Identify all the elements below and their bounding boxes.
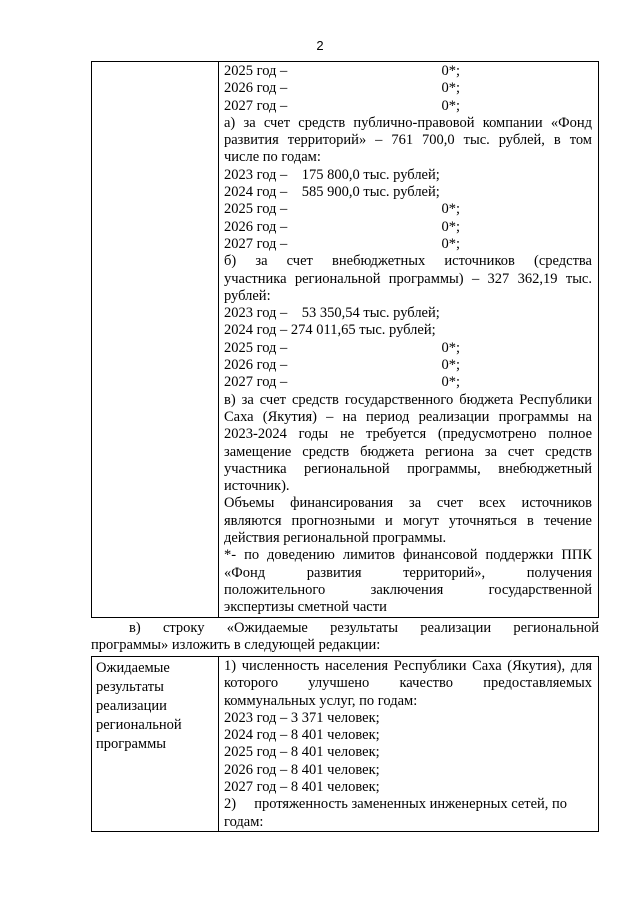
row-label-line: региональной: [96, 717, 182, 733]
paragraph-d-line: действия региональной программы.: [224, 530, 447, 547]
row-label-line: Ожидаемые: [96, 660, 170, 676]
year-line: 2025 год – 0*;: [224, 63, 460, 79]
year-people-line: 2026 год – 8 401 человек;: [224, 761, 380, 778]
paragraph-a-line: развития территорий» – 761 700,0 тыс. рублей, в том: [224, 132, 592, 149]
amendment-line: программы» изложить в следующей редакции:: [91, 637, 381, 654]
footnote-line: положительного заключения государственной: [224, 581, 592, 598]
page-number: 2: [316, 38, 324, 53]
year-amount-line: 2024 год – 585 900,0 тыс. рублей;: [224, 184, 440, 201]
paragraph-c-line: Саха (Якутия) – на период реализации программы на: [224, 408, 592, 425]
paragraph-b-line: б) за счет внебюджетных источников (средства: [224, 253, 592, 270]
paragraph-a-line: числе по годам:: [224, 149, 321, 166]
year-line: 2025 год – 0*;: [224, 339, 460, 356]
paragraph-b-line: рублей:: [224, 287, 271, 304]
year-line: 2026 год – 0*;: [224, 80, 460, 97]
funding-table-left-cell: [92, 62, 219, 617]
paragraph-d-line: являются прогнозными и могут уточняться в течение: [224, 512, 592, 529]
funding-table: [91, 61, 599, 618]
year-people-line: 2025 год – 8 401 человек;: [224, 744, 380, 761]
paragraph-c-line: замещение средств бюджета региона за счет средств: [224, 443, 592, 460]
amendment-text: [91, 620, 599, 655]
results-table: [91, 656, 599, 832]
year-line: 2027 год – 0*;: [224, 374, 460, 391]
paragraph-c-line: источник).: [224, 478, 290, 495]
row-label-line: программы: [96, 736, 166, 752]
paragraph-c-line: участника региональной программы, внебюджетный: [224, 460, 592, 477]
row-label-line: результаты: [96, 679, 164, 695]
results-table-left-cell: [92, 657, 219, 831]
year-people-line: 2024 год – 8 401 человек;: [224, 727, 380, 744]
footnote-line: экспертизы сметной части: [224, 599, 387, 616]
item2-line: годам:: [224, 813, 264, 830]
year-people-line: 2023 год – 3 371 человек;: [224, 709, 380, 726]
results-table-right-cell: [219, 657, 598, 831]
amendment-line: в) строку «Ожидаемые результаты реализации региональной: [129, 620, 599, 636]
paragraph-c-line: 2023-2024 годы не требуется (предусмотрено полное: [224, 426, 592, 443]
row-label-line: реализации: [96, 698, 167, 714]
funding-table-right-cell: [219, 62, 598, 617]
footnote-line: *- по доведению лимитов финансовой поддержки ППК: [224, 547, 592, 564]
paragraph-a-line: а) за счет средств публично-правовой компании «Фонд: [224, 114, 592, 131]
year-amount-line: 2023 год – 53 350,54 тыс. рублей;: [224, 305, 440, 322]
footnote-line: «Фонд развития территорий», получения: [224, 564, 592, 581]
paragraph-b-line: участника региональной программы) – 327 362,19 тыс.: [224, 270, 592, 287]
item1-line: 1) численность населения Республики Саха (Якутия), для: [224, 658, 592, 674]
year-amount-line: 2023 год – 175 800,0 тыс. рублей;: [224, 166, 440, 183]
item2-line: 2) протяженность замененных инженерных сетей, по: [224, 796, 568, 813]
item1-line: которого улучшено качество предоставляемых: [224, 675, 592, 692]
item1-line: коммунальных услуг, по годам:: [224, 692, 418, 709]
year-line: 2027 год – 0*;: [224, 235, 460, 252]
year-line: 2025 год – 0*;: [224, 201, 460, 218]
paragraph-d-line: Объемы финансирования за счет всех источников: [224, 495, 592, 512]
year-people-line: 2027 год – 8 401 человек;: [224, 779, 380, 796]
year-line: 2026 год – 0*;: [224, 357, 460, 374]
year-amount-line: 2024 год – 274 011,65 тыс. рублей;: [224, 322, 436, 339]
year-line: 2027 год – 0*;: [224, 97, 460, 114]
paragraph-c-line: в) за счет средств государственного бюджета Республики: [224, 391, 592, 408]
year-line: 2026 год – 0*;: [224, 218, 460, 235]
